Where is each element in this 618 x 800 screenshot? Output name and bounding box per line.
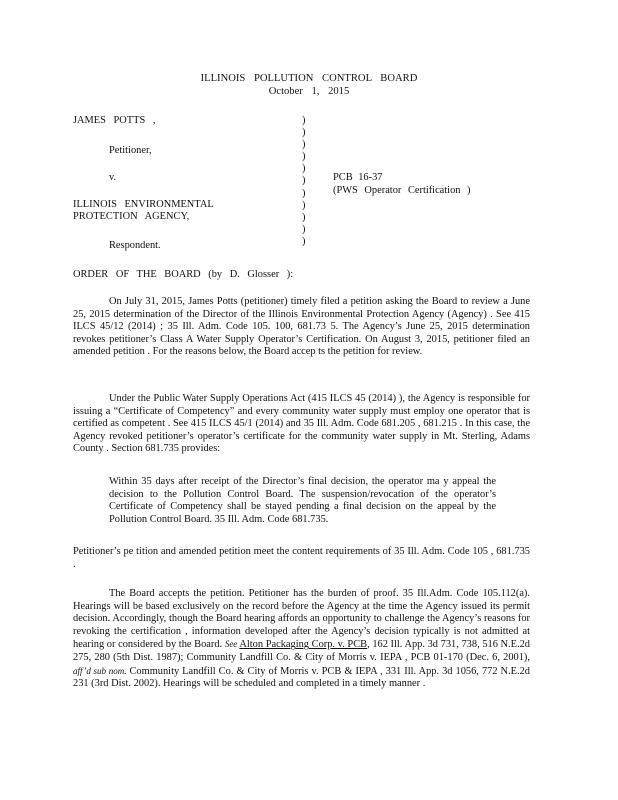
caption-paren: )	[302, 151, 306, 163]
affd-signal: aff’d sub nom.	[73, 665, 127, 676]
order-heading: ORDER OF THE BOARD (by D. Glosser ):	[73, 269, 294, 280]
caption-paren: )	[302, 127, 306, 139]
citation-continuation: , 162 Ill. App. 3d 731, 738, 516 N.E.2d 275, 280 (5th Dist. 1987); Community Landfill Co. & City of Morris v. IEPA , PCB 01-170 (Dec. 6, 2001),	[73, 639, 530, 663]
caption-paren: )	[302, 163, 306, 175]
respondent-name-line2: PROTECTION AGENCY,	[73, 211, 190, 222]
case-type: (PWS Operator Certification )	[333, 185, 471, 196]
caption-paren: )	[302, 235, 306, 247]
block-quote-section-681-735: Within 35 days after receipt of the Director’s final decision, the operator ma y appeal the decision to the Pollution Control Board. The suspension/revocation of the operator’s Certificate of Competency shall be stayed pending a final decision on the appeal by the Pollution Control Board. 35 Ill. Adm. Code 681.735.	[109, 476, 496, 525]
caption-parentheses	[302, 115, 312, 248]
caption-paren: )	[302, 115, 306, 126]
caption-paren: )	[302, 175, 306, 187]
paragraph-content-requirements: Petitioner’s pe tition and amended petition meet the content requirements of 35 Ill. Adm. Code 105 , 681.735 .	[73, 546, 530, 570]
caption-paren: )	[302, 139, 306, 151]
paragraph-filing: On July 31, 2015, James Potts (petitioner) timely filed a petition asking the Board to review a June 25, 2015 determination of the Director of the Illinois Environmental Protection Agency (Agency) . See 415 ILCS 45/12 (2014) ; 35 Ill. Adm. Code 105. 100, 681.73 5. The Agency’s June 25, 2015 determination revokes petitioner’s Class A Water Supply Operator’s Certification. On August 3, 2015, petitioner filed an amended petition . For the reasons below, the Board accep ts the petition for review.	[73, 296, 530, 358]
citation-final: Community Landfill Co. & City of Morris v. PCB & IEPA , 331 Ill. App. 3d 1056, 772 N.E.2d 231 (3rd Dist. 2002). Hearings will be scheduled and completed in a timely manner .	[73, 665, 530, 690]
caption-paren: )	[302, 187, 306, 199]
respondent-role: Respondent.	[109, 240, 161, 251]
caption-paren: )	[302, 223, 306, 235]
paragraph-statute: Under the Public Water Supply Operations Act (415 ILCS 45 (2014) ), the Agency is responsible for issuing a “Certificate of Competency” and every community water supply must employ one operator that is certified as competent . See 415 ILCS 45/1 (2014) and 35 Ill. Adm. Code 681.205 , 681.215 . In this case, the Agency revoked petitioner’s operator’s certificate for the community water supply in Mt. Sterling, Adams County . Section 681.735 provides:	[73, 393, 530, 455]
agency-header: ILLINOIS POLLUTION CONTROL BOARD	[200, 73, 418, 84]
petitioner-name: JAMES POTTS ,	[73, 115, 156, 126]
case-number: PCB 16-37	[333, 172, 383, 183]
caption-paren: )	[302, 211, 306, 223]
caption-paren: )	[302, 199, 306, 211]
see-signal: See	[224, 639, 238, 650]
case-citation-alton: Alton Packaging Corp. v. PCB	[239, 639, 368, 651]
paragraph-acceptance	[73, 588, 530, 691]
versus-label: v.	[109, 172, 117, 183]
order-date: October 1, 2015	[268, 86, 350, 97]
acceptance-text: The Board accepts the petition. Petitioner has the burden of proof. 35 Ill.Adm. Code 105.112(a). Hearings will be based exclusively on the record before the Agency at the time the Agency issued its permit decision. Accordingly, though the Board hearing affords an opportunity to challenge the Agency’s reasons for revoking the certification , information developed after the Agency’s decision typically is not admitted at hearing or considered by the Board.	[73, 588, 530, 651]
respondent-name-line1: ILLINOIS ENVIRONMENTAL	[73, 199, 214, 210]
petitioner-role: Petitioner,	[109, 145, 152, 156]
